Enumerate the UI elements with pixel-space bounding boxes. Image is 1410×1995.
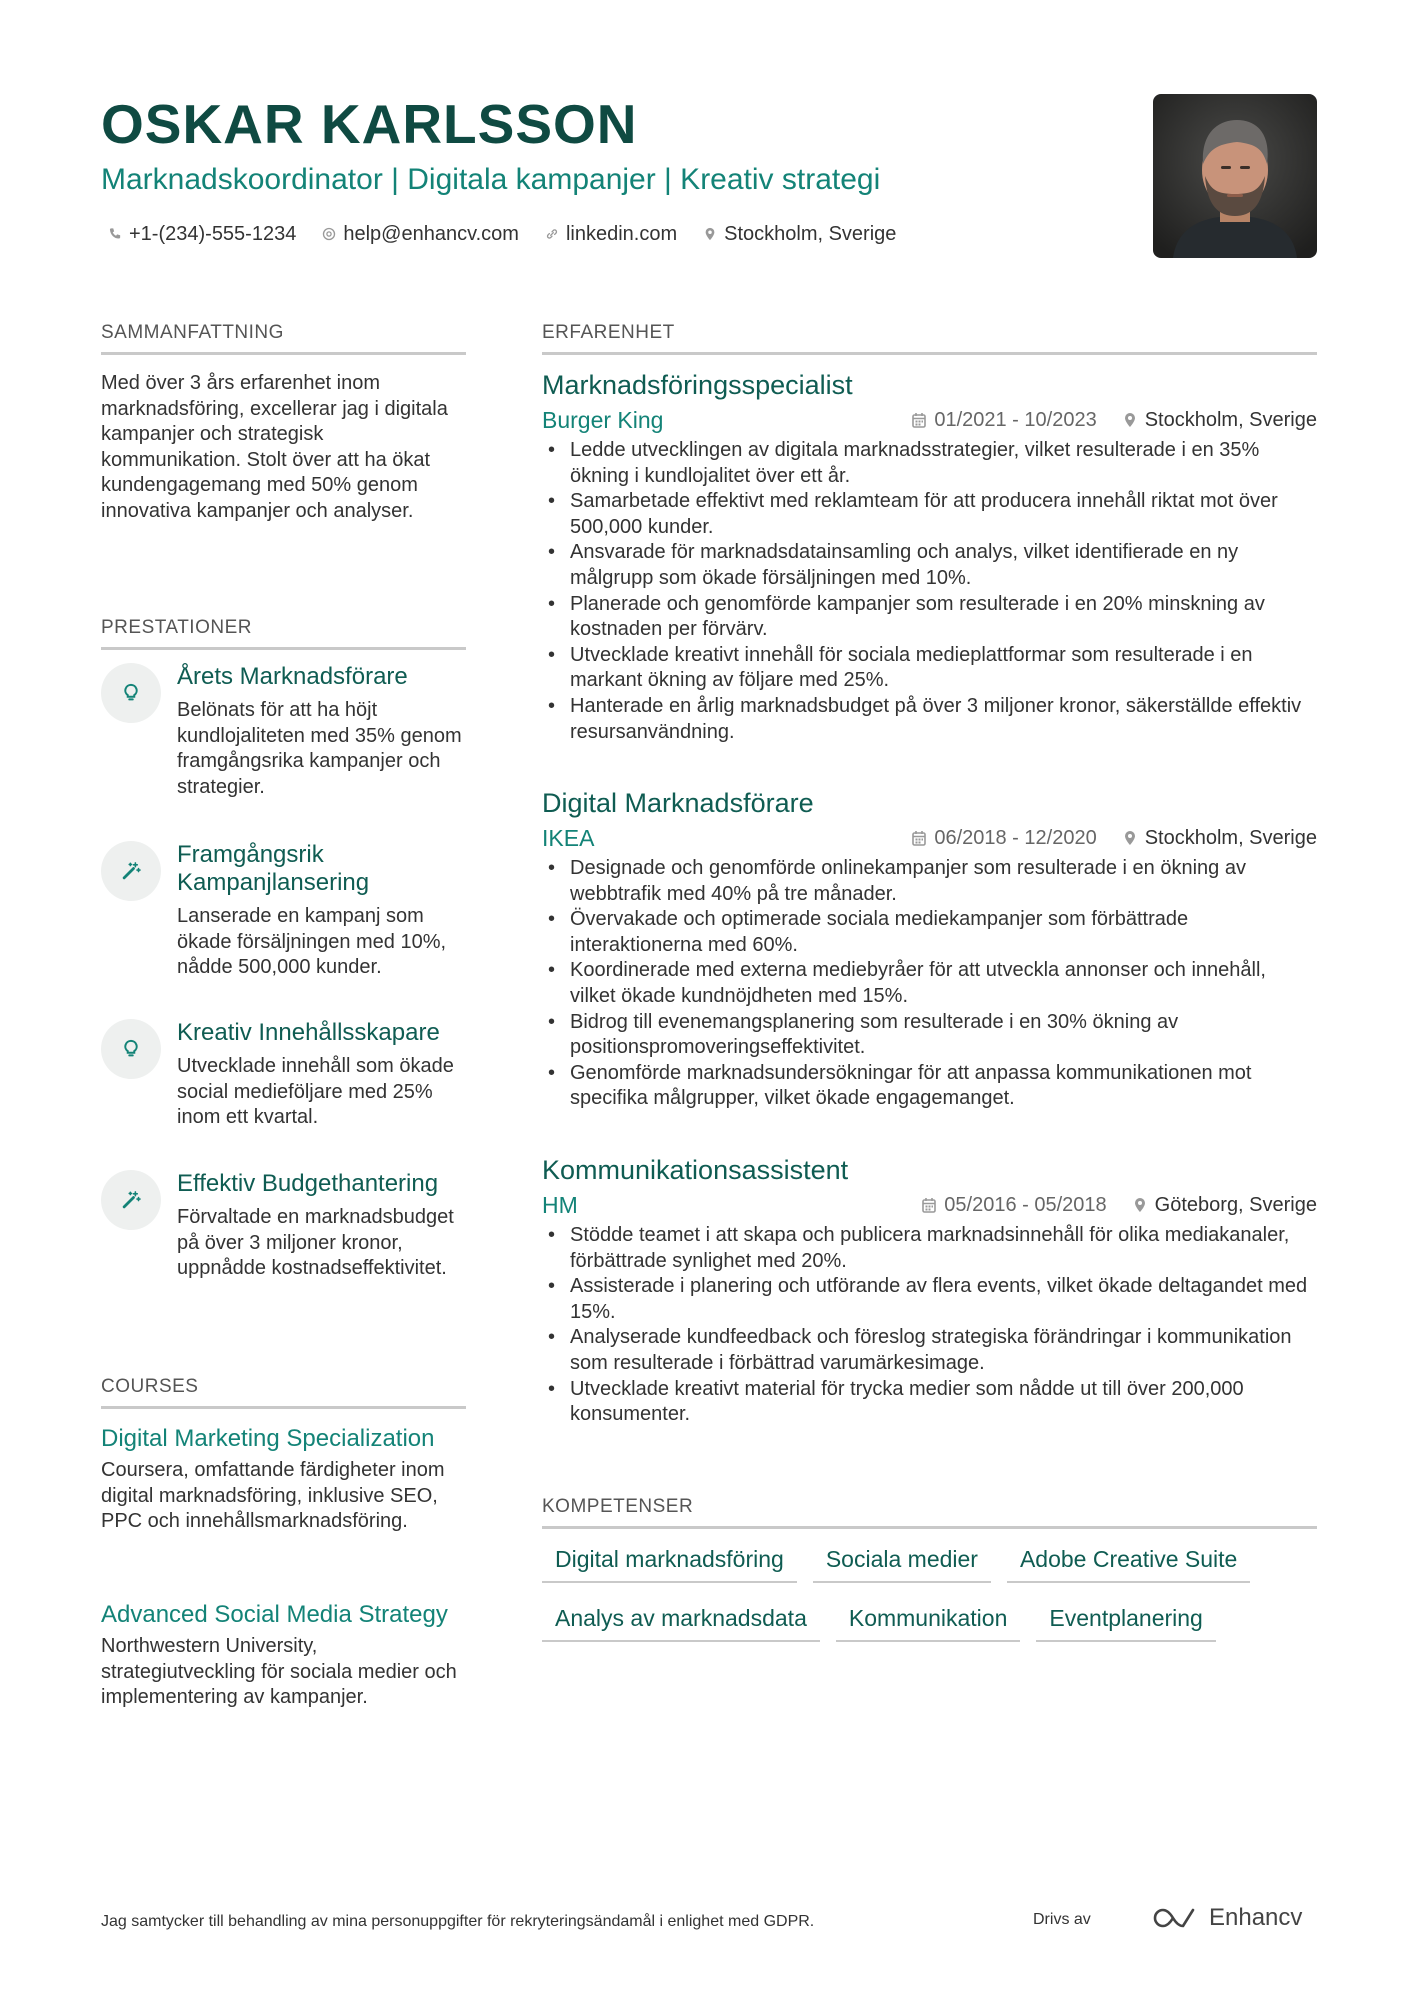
skills-list [542, 1544, 1322, 1662]
at-icon [322, 227, 336, 241]
email-text: help@enhancv.com [343, 223, 519, 245]
achievement-item [101, 1170, 481, 1310]
summary-section-title: SAMMANFATTNING [101, 320, 466, 355]
brand-link[interactable] [1153, 1900, 1302, 1936]
job-location-text: Göteborg, Sverige [1154, 1194, 1317, 1216]
achievement-title: Kreativ Innehållsskapare [177, 1019, 440, 1046]
lightbulb-icon [121, 1039, 141, 1059]
lightbulb-icon [121, 683, 141, 703]
job-bullet: • Ledde utvecklingen av digitala marknadsstrategier, vilket resulterade i en 35% ökning i kundlojalitet över ett år. [542, 438, 1317, 489]
achievement-title: Effektiv Budgethantering [177, 1170, 439, 1197]
job-bullets [542, 438, 1317, 745]
calendar-icon [912, 412, 926, 428]
enhancv-logo-icon [1153, 1905, 1201, 1931]
company-name: Burger King [542, 407, 664, 433]
job-bullet: • Utvecklade kreativt innehåll för sociala medieplattformar som resulterade i en markant ökning av följare med 25%. [542, 643, 1317, 694]
location-pin-icon [703, 227, 717, 241]
gdpr-consent: Jag samtycker till behandling av mina personuppgifter för rekryteringsändamål i enlighet med GDPR. [101, 1913, 815, 1930]
calendar-icon [922, 1197, 936, 1213]
achievement-desc: Belönats för att ha höjt kundlojaliteten med 35% genom framgångsrika kampanjer och strategier. [177, 699, 462, 798]
location-pin-icon [1123, 412, 1137, 428]
courses-section-title: COURSES [101, 1374, 466, 1409]
achievement-icon-badge [101, 1170, 161, 1230]
skills-section-title: KOMPETENSER [542, 1494, 1317, 1529]
skill-tag: Analys av marknadsdata [542, 1603, 820, 1642]
achievement-desc: Lanserade en kampanj som ökade försäljningen med 10%, nådde 500,000 kunder. [177, 905, 447, 979]
job-meta-right [912, 822, 1317, 854]
profile-photo [1153, 94, 1317, 258]
company-name: HM [542, 1192, 578, 1218]
job-bullet: • Stödde teamet i att skapa och publicera marknadsinnehåll för olika mediakanaler, förbättrade synlighet med 20%. [542, 1223, 1317, 1274]
skill-tag: Sociala medier [813, 1544, 991, 1583]
achievement-icon-badge [101, 841, 161, 901]
achievement-desc: Utvecklade innehåll som ökade social medieföljare med 25% inom ett kvartal. [177, 1055, 454, 1129]
job-entry [542, 786, 1317, 1112]
job-location [1123, 822, 1317, 854]
skill-tag: Eventplanering [1036, 1603, 1215, 1642]
course-title: Advanced Social Media Strategy [101, 1601, 448, 1628]
magic-wand-icon [121, 1190, 141, 1210]
job-dates [912, 822, 1096, 854]
job-bullet: • Ansvarade för marknadsdatainsamling och analys, vilket identifierade en ny målgrupp som ökade försäljningen med 10%. [542, 540, 1317, 591]
job-bullet: • Assisterade i planering och utförande av flera events, vilket ökade deltagandet med 15%. [542, 1274, 1317, 1325]
course-item [101, 1424, 471, 1535]
skill-tag: Digital marknadsföring [542, 1544, 797, 1583]
achievement-desc: Förvaltade en marknadsbudget på över 3 miljoner kronor, uppnådde kostnadseffektivitet. [177, 1206, 454, 1280]
linkedin-text: linkedin.com [565, 223, 678, 245]
job-title: Digital Marknadsförare [542, 788, 814, 818]
experience-section-title: ERFARENHET [542, 320, 1317, 355]
contact-email[interactable] [322, 220, 519, 248]
job-bullets [542, 856, 1317, 1112]
contact-phone[interactable] [108, 220, 296, 248]
job-meta-right [912, 404, 1317, 436]
job-bullet: • Planerade och genomförde kampanjer som resulterade i en 20% minskning av kostnaden per förvärv. [542, 592, 1317, 643]
job-location-text: Stockholm, Sverige [1144, 827, 1317, 849]
candidate-subtitle: Marknadskoordinator | Digitala kampanjer | Kreativ strategi [101, 163, 881, 196]
magic-wand-icon [121, 861, 141, 881]
job-dates-text: 05/2016 - 05/2018 [944, 1194, 1107, 1216]
job-meta-right [922, 1189, 1317, 1221]
location-pin-icon [1123, 830, 1137, 846]
job-meta [542, 822, 1317, 854]
job-bullet: • Designade och genomförde onlinekampanjer som resulterade i en ökning av webbtrafik med 40% på tre månader. [542, 856, 1317, 907]
course-desc: Coursera, omfattande färdigheter inom digital marknadsföring, inklusive SEO, PPC och innehållsmarknadsföring. [101, 1459, 445, 1533]
job-meta [542, 404, 1317, 436]
job-entry [542, 368, 1317, 745]
job-bullet: • Analyserade kundfeedback och föreslog strategiska förändringar i kommunikation som resulterade i förbättrad varumärkesimage. [542, 1325, 1317, 1376]
phone-text: +1-(234)-555-1234 [129, 223, 297, 245]
job-bullet: • Koordinerade med externa mediebyråer för att utveckla annonser och innehåll, vilket ökade kundnöjdheten med 15%. [542, 958, 1317, 1009]
location-text: Stockholm, Sverige [724, 223, 897, 245]
job-dates [922, 1189, 1106, 1221]
achievement-item [101, 663, 481, 803]
location-pin-icon [1133, 1197, 1147, 1213]
calendar-icon [912, 830, 926, 846]
job-bullet: • Samarbetade effektivt med reklamteam för att producera innehåll riktat mot över 500,000 kunder. [542, 489, 1317, 540]
skills-row [542, 1603, 1322, 1642]
job-bullet: • Hanterade en årlig marknadsbudget på över 3 miljoner kronor, säkerställde effektiv resursanvändning. [542, 694, 1317, 745]
job-bullet: • Bidrog till evenemangsplanering som resulterade i en 30% ökning av positionspromoveringseffektivitet. [542, 1010, 1317, 1061]
course-desc: Northwestern University, strategiutveckling för sociala medier och implementering av kampanjer. [101, 1635, 457, 1709]
powered-by-label: Drivs av [1033, 1911, 1091, 1928]
summary-text: Med över 3 års erfarenhet inom marknadsföring, excellerar jag i digitala kampanjer och strategisk kommunikation. Stolt över att ha ökat kundengagemang med 50% genom innovativa kampanjer och analyser. [101, 372, 448, 522]
skill-tag: Kommunikation [836, 1603, 1021, 1642]
company-name: IKEA [542, 825, 595, 851]
job-location [1123, 404, 1317, 436]
phone-icon [108, 227, 122, 241]
skill-tag: Adobe Creative Suite [1007, 1544, 1250, 1583]
job-dates [912, 404, 1096, 436]
job-bullet: • Genomförde marknadsundersökningar för att anpassa kommunikationen mot specifika målgrupper, vilket ökade engagemanget. [542, 1061, 1317, 1112]
contact-linkedin[interactable] [545, 220, 677, 248]
job-location-text: Stockholm, Sverige [1144, 409, 1317, 431]
job-meta [542, 1189, 1317, 1221]
job-entry [542, 1153, 1317, 1428]
link-icon [545, 227, 559, 241]
achievement-item [101, 1019, 481, 1139]
job-dates-text: 06/2018 - 12/2020 [934, 827, 1097, 849]
course-title: Digital Marketing Specialization [101, 1425, 435, 1452]
achievement-item [101, 841, 481, 981]
job-dates-text: 01/2021 - 10/2023 [934, 409, 1097, 431]
brand-name: Enhancv [1209, 1904, 1303, 1931]
job-bullet: • Övervakade och optimerade sociala mediekampanjer som förbättrade interaktionerna med 60%. [542, 907, 1317, 958]
achievement-icon-badge [101, 1019, 161, 1079]
achievement-title: Årets Marknadsförare [177, 663, 408, 690]
job-title: Marknadsföringsspecialist [542, 370, 853, 400]
contact-location [703, 220, 896, 248]
achievements-section-title: PRESTATIONER [101, 615, 466, 650]
candidate-name: OSKAR KARLSSON [101, 93, 638, 155]
skills-row [542, 1544, 1322, 1583]
achievement-icon-badge [101, 663, 161, 723]
course-item [101, 1600, 471, 1711]
contact-bar [108, 220, 896, 248]
job-title: Kommunikationsassistent [542, 1155, 849, 1185]
achievement-title: Framgångsrik Kampanjlansering [177, 841, 370, 896]
job-location [1133, 1189, 1317, 1221]
job-bullets [542, 1223, 1317, 1428]
job-bullet: • Utvecklade kreativt material för trycka medier som nådde ut till över 200,000 konsumenter. [542, 1377, 1317, 1428]
